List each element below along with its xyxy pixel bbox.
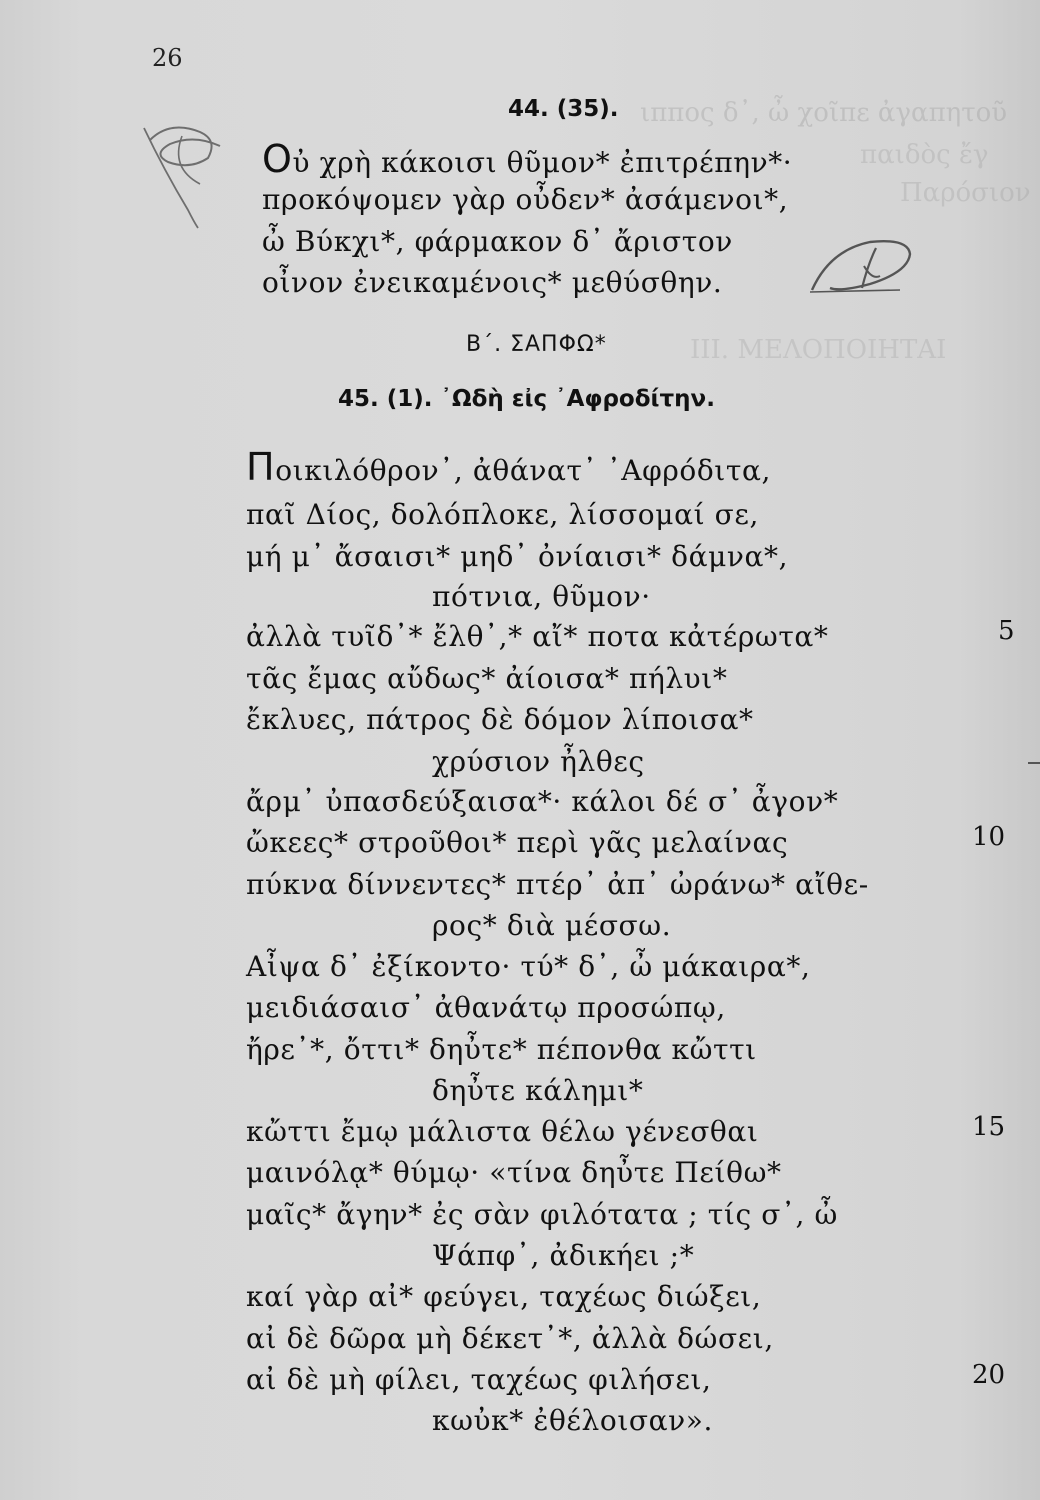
pencil-annotation-mark — [800, 230, 930, 300]
verse-line: ἄρμ᾽ ὐπασδεύξαισα*· κάλοι δέ σ᾽ ἆγον* — [246, 785, 839, 818]
verse-line: ρος* διὰ μέσσω. — [432, 909, 672, 942]
verse-line: ἔκλυες, πάτρος δὲ δόμον λίποισα* — [246, 703, 754, 736]
verse-line: χρύσιον ἦλθες — [432, 745, 645, 778]
verse-line: ὦ Βύκχι*, φάρμακον δ᾽ ἄριστον — [262, 225, 733, 258]
pencil-annotation-mark — [130, 110, 250, 230]
verse-line: καί γὰρ αἰ* φεύγει, ταχέως διώξει, — [246, 1280, 762, 1313]
page-number: 26 — [152, 44, 183, 72]
verse-line: μαινόλᾳ* θύμῳ· «τίνα δηὖτε Πείθω* — [246, 1156, 782, 1189]
poem-heading: 44. (35). — [508, 96, 619, 122]
verse-line: ἤρε᾽*, ὄττι* δηὖτε* πέπονθα κὤττι — [246, 1033, 757, 1066]
verse-line: μειδιάσαισ᾽ ἀθανάτῳ προσώπῳ, — [246, 991, 726, 1024]
bleed-through-line: ΙΙΙ. ΜΕΛΟΠΟΙΗΤΑΙ — [690, 335, 947, 365]
initial-letter: Ο — [262, 137, 293, 181]
line-number: 20 — [972, 1360, 1006, 1390]
verse-line: προκόψομεν γὰρ οὖδεν* ἀσάμενοι*, — [262, 183, 789, 216]
edge-mark — [1028, 762, 1040, 764]
verse-line: ὤκεες* στροῦθοι* περὶ γᾶς μελαίνας — [246, 826, 789, 859]
verse-line: κωὐκ* ἐθέλοισαν». — [432, 1404, 713, 1437]
bleed-through-line: Παρόσιον — [900, 178, 1031, 208]
bleed-through-line: ιππος δ᾽, ὦ χοῖπε ἀγαπητοῦ — [640, 98, 1008, 128]
verse-line: αἰ δὲ δῶρα μὴ δέκετ᾽*, ἀλλὰ δώσει, — [246, 1322, 774, 1355]
verse-line: πύκνα δίννεντες* πτέρ᾽ ἀπ᾽ ὠράνω* αἴθε- — [246, 868, 869, 901]
line-number: 5 — [998, 616, 1015, 646]
section-title: Β΄. ΣΑΠΦΩ* — [466, 332, 607, 357]
line-number: 15 — [972, 1112, 1006, 1142]
verse-line: Αἶψα δ᾽ ἐξίκοντο· τύ* δ᾽, ὦ μάκαιρα*, — [246, 950, 811, 983]
verse-line: παῖ Δίος, δολόπλοκε, λίσσομαί σε, — [246, 498, 759, 531]
line-number: 10 — [972, 822, 1006, 852]
verse-line: Ψάπφ᾽, ἀδικήει ;* — [432, 1239, 695, 1272]
bleed-through-line: παιδὸς ἔγ — [860, 140, 989, 170]
verse-line: τᾶς ἔμας αὔδως* ἀίοισα* πήλυι* — [246, 662, 728, 695]
verse-line: μαῖς* ἄγην* ἐς σὰν φιλότατα ; τίς σ᾽, ὦ — [246, 1198, 838, 1231]
verse-line: μή μ᾽ ἄσαισι* μηδ᾽ ὀνίαισι* δάμνα*, — [246, 540, 789, 573]
verse-line: πότνια, θῦμον· — [432, 580, 651, 613]
verse-line: οἶνον ἐνεικαμένοις* μεθύσθην. — [262, 266, 723, 299]
verse-line: Ποικιλόθρον᾽, ἀθάνατ᾽ ᾽Αφρόδιτα, — [246, 445, 771, 489]
verse-line: κὤττι ἔμῳ μάλιστα θέλω γένεσθαι — [246, 1115, 759, 1148]
poem-heading: 45. (1). ᾽Ωδὴ εἰς ᾽Αφροδίτην. — [338, 386, 715, 412]
verse-line: Οὐ χρὴ κάκοισι θῦμον* ἐπιτρέπην*· — [262, 137, 793, 181]
verse-line: δηὖτε κάλημι* — [432, 1074, 644, 1107]
initial-letter: Π — [246, 445, 276, 489]
verse-line: αἰ δὲ μὴ φίλει, ταχέως φιλήσει, — [246, 1363, 712, 1396]
verse-line: ἀλλὰ τυῖδ᾽* ἔλθ᾽,* αἴ* ποτα κἀτέρωτα* — [246, 620, 829, 653]
